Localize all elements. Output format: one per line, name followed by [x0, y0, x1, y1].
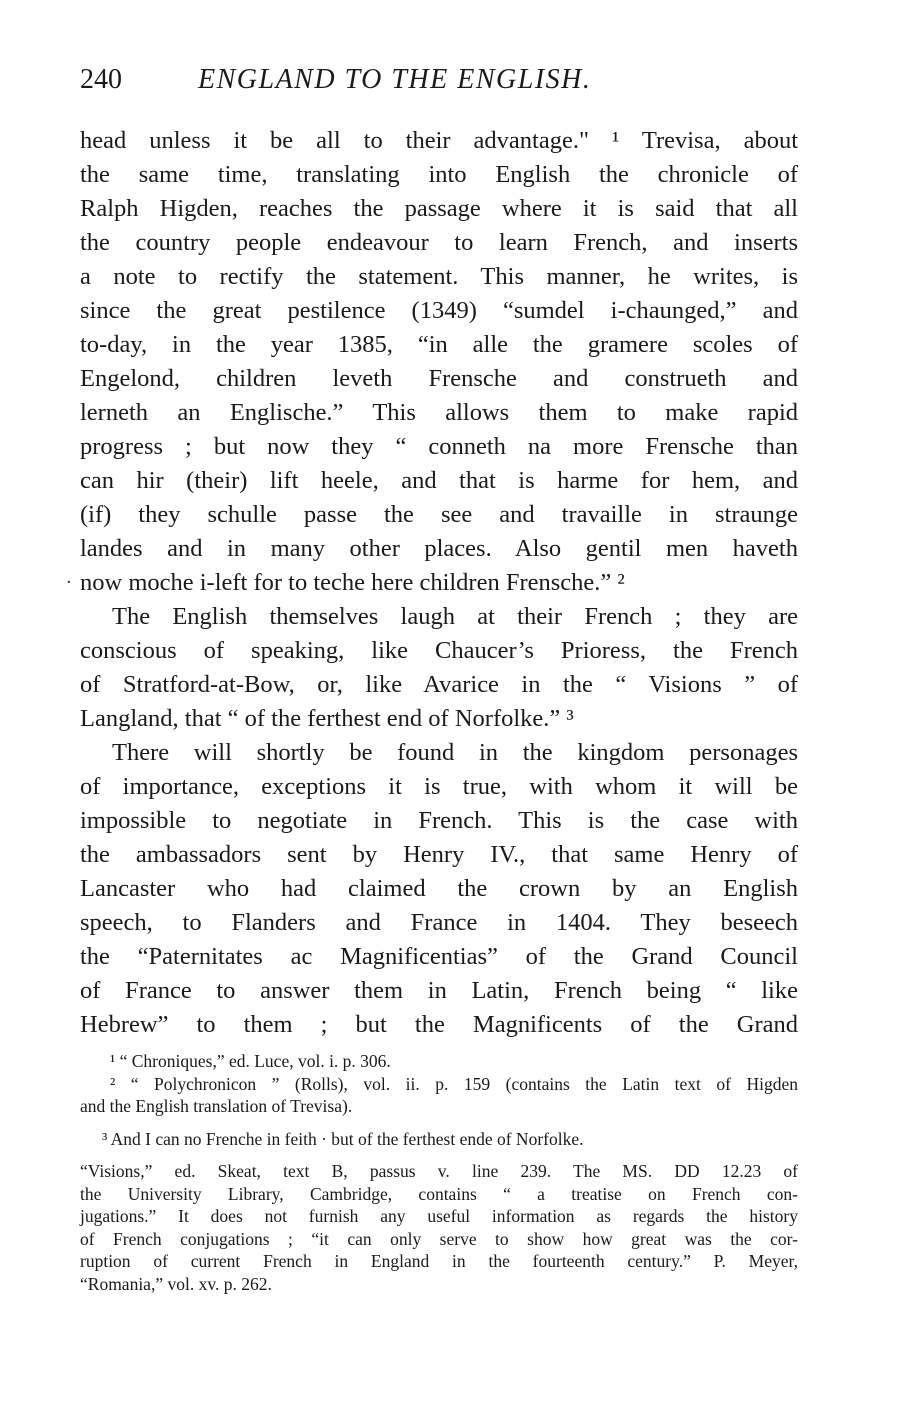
footnote-line: “Romania,” vol. xv. p. 262. — [80, 1273, 272, 1294]
text-line: of importance, exceptions it is true, with whom it will be — [80, 773, 798, 800]
text-line: since the great pestilence (1349) “sumdel i-chaunged,” and — [80, 297, 798, 324]
text-line: Hebrew” to them ; but the Magnificents of the Grand — [80, 1011, 798, 1038]
text-line: Langland, that “ of the ferthest end of Norfolke.” ³ — [80, 705, 574, 732]
footnote-line: ¹ “ Chroniques,” ed. Luce, vol. i. p. 306. — [110, 1051, 391, 1071]
text-line: Lancaster who had claimed the crown by an English — [80, 875, 798, 902]
footnote-line: jugations.” It does not furnish any useful information as regards the history — [80, 1206, 798, 1226]
text-line: conscious of speaking, like Chaucer’s Prioress, the French — [80, 637, 798, 664]
footnote-line: ³ And I can no Frenche in feith · but of the ferthest ende of Norfolke. — [102, 1128, 584, 1149]
text-line: head unless it be all to their advantage." ¹ Trevisa, about — [80, 127, 798, 154]
paragraph-1 — [80, 124, 798, 600]
footnotes — [80, 1050, 798, 1295]
footnote-1 — [80, 1050, 798, 1073]
paragraph-2 — [80, 600, 798, 736]
text-line: The English themselves laugh at their French ; they are — [112, 603, 798, 630]
text-line: lerneth an Englische.” This allows them to make rapid — [80, 399, 798, 426]
paragraph-3 — [80, 736, 798, 1042]
text-line: Engelond, children leveth Frensche and construeth and — [80, 365, 798, 392]
text-line: of Stratford-at-Bow, or, like Avarice in the “ Visions ” of — [80, 671, 798, 698]
text-line: landes and in many other places. Also gentil men haveth — [80, 535, 798, 562]
running-title: ENGLAND TO THE ENGLISH. — [198, 64, 592, 95]
margin-mark: · — [66, 572, 72, 593]
body-text — [80, 124, 798, 1042]
footnote-line: “Visions,” ed. Skeat, text B, passus v. line 239. The MS. DD 12.23 of — [80, 1161, 798, 1181]
text-line: to-day, in the year 1385, “in alle the gramere scoles of — [80, 331, 798, 358]
footnote-line: the University Library, Cambridge, contains “ a treatise on French con- — [80, 1183, 798, 1204]
running-head — [80, 58, 798, 102]
text-line: a note to rectify the statement. This manner, he writes, is — [80, 263, 798, 290]
footnote-line: and the English translation of Trevisa). — [80, 1096, 353, 1116]
footnote-line: ruption of current French in England in the fourteenth century.” P. Meyer, — [80, 1251, 798, 1271]
page — [80, 58, 798, 1042]
footnote-line: ² “ Polychronicon ” (Rolls), vol. ii. p. 159 (contains the Latin text of Higden — [110, 1073, 798, 1094]
text-line: There will shortly be found in the kingdom personages — [112, 739, 798, 766]
text-line: impossible to negotiate in French. This is the case with — [80, 807, 798, 834]
text-line: Ralph Higden, reaches the passage where it is said that all — [80, 195, 798, 222]
page-number: 240 — [80, 64, 122, 95]
text-line: progress ; but now they “ conneth na more Frensche than — [80, 433, 798, 460]
text-line: (if) they schulle passe the see and travaille in straunge — [80, 501, 798, 528]
text-line: of France to answer them in Latin, French being “ like — [80, 977, 798, 1004]
footnote-3-body — [80, 1160, 798, 1295]
text-line: can hir (their) lift heele, and that is harme for hem, and — [80, 467, 798, 494]
footnote-3-quote — [80, 1128, 798, 1151]
text-line: the ambassadors sent by Henry IV., that same Henry of — [80, 841, 798, 868]
footnote-2 — [80, 1073, 798, 1118]
footnote-line: of French conjugations ; “it can only serve to show how great was the cor- — [80, 1228, 798, 1249]
text-line: speech, to Flanders and France in 1404. They beseech — [80, 909, 798, 936]
text-line: now moche i-left for to teche here children Frensche.” ² — [80, 569, 625, 596]
text-line: the “Paternitates ac Magnificentias” of the Grand Council — [80, 943, 798, 970]
text-line: the same time, translating into English the chronicle of — [80, 161, 798, 188]
text-line: the country people endeavour to learn French, and inserts — [80, 229, 798, 256]
